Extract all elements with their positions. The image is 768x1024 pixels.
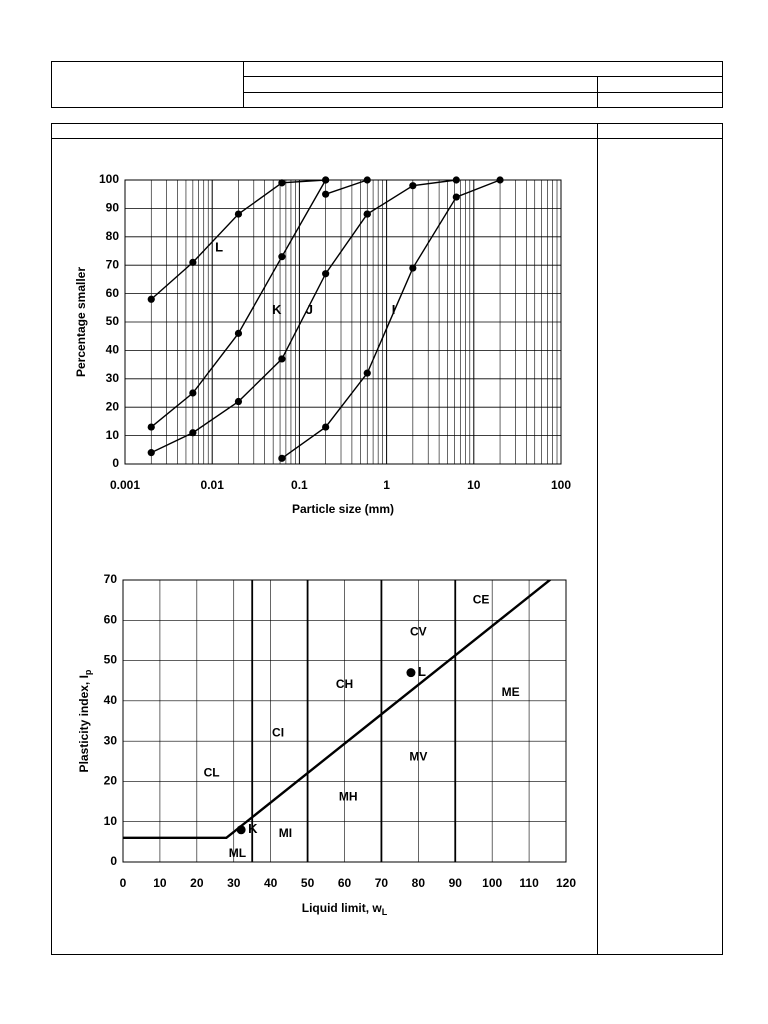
data-point-k	[148, 423, 155, 430]
series-connector-line	[326, 180, 368, 194]
data-point-k	[322, 176, 329, 183]
x-tick-label: 40	[263, 876, 278, 891]
y-tick-label: 10	[105, 427, 119, 442]
x-tick-label: 0.1	[291, 478, 308, 493]
x-tick-label: 1	[383, 478, 390, 493]
x-tick-label: 80	[411, 876, 426, 891]
y-tick-label: 80	[105, 228, 119, 243]
x-tick-label: 120	[555, 876, 577, 891]
x-tick-label: 0.001	[109, 478, 141, 493]
y-tick-label: 70	[103, 572, 117, 587]
x-tick-label: 20	[190, 876, 204, 891]
zone-label-cv: CV	[409, 624, 427, 639]
series-line-i	[282, 180, 500, 458]
series-label-l: L	[215, 239, 224, 255]
data-point-i	[278, 455, 285, 462]
data-point-l	[406, 668, 415, 677]
data-point-label-l: L	[417, 664, 426, 680]
data-point-i	[496, 176, 503, 183]
data-point-k	[235, 330, 242, 337]
y-tick-label: 40	[103, 693, 117, 708]
data-point-l	[235, 210, 242, 217]
y-tick-label: 0	[110, 854, 117, 869]
zone-label-cl: CL	[203, 765, 220, 780]
data-point-j	[148, 449, 155, 456]
x-tick-label: 0	[119, 876, 127, 891]
y-axis-label-text: Plasticity index, I	[77, 675, 91, 773]
y-tick-label: 30	[103, 733, 117, 748]
data-point-i	[409, 264, 416, 271]
data-point-l	[148, 296, 155, 303]
data-point-j	[322, 270, 329, 277]
data-point	[322, 191, 329, 198]
y-tick-label: 100	[98, 172, 119, 187]
x-tick-label: 100	[550, 478, 572, 493]
series-label-i: I	[391, 302, 396, 318]
data-point-j	[364, 210, 371, 217]
zone-label-ce: CE	[472, 592, 490, 607]
data-point-i	[364, 370, 371, 377]
y-tick-label: 60	[105, 285, 119, 300]
zone-label-ci: CI	[272, 725, 285, 740]
y-tick-label: 60	[103, 612, 117, 627]
series-line-j	[151, 214, 367, 453]
data-point-k	[237, 825, 246, 834]
x-tick-label: 100	[482, 876, 503, 891]
series-label-k: K	[272, 302, 282, 318]
y-tick-label: 0	[112, 456, 119, 471]
y-axis-label-subscript: p	[83, 669, 93, 676]
data-point-label-k: K	[248, 821, 258, 837]
zone-label-ml: ML	[228, 846, 247, 861]
data-point-l	[189, 259, 196, 266]
y-axis-label: Percentage smaller	[74, 266, 89, 378]
zone-label-mv: MV	[409, 749, 428, 764]
y-tick-label: 40	[105, 342, 119, 357]
x-tick-label: 60	[337, 876, 352, 891]
data-point-j	[189, 429, 196, 436]
x-tick-label: 30	[227, 876, 241, 891]
y-tick-label: 50	[105, 314, 119, 329]
x-axis-label	[302, 901, 388, 917]
x-tick-label: 0.01	[200, 478, 224, 493]
data-point-j	[235, 398, 242, 405]
x-axis-label: Particle size (mm)	[291, 502, 395, 517]
data-point	[409, 182, 416, 189]
x-tick-label: 10	[467, 478, 481, 493]
y-tick-label: 50	[103, 652, 117, 667]
zone-label-me: ME	[501, 684, 520, 699]
data-point-k	[189, 389, 196, 396]
x-tick-label: 50	[300, 876, 315, 891]
y-tick-label: 20	[103, 773, 117, 788]
x-tick-label: 70	[374, 876, 389, 891]
y-tick-label: 30	[105, 370, 119, 385]
data-point	[453, 176, 460, 183]
x-tick-label: 10	[153, 876, 167, 891]
data-point	[364, 176, 371, 183]
y-tick-label: 10	[103, 813, 117, 828]
zone-label-ch: CH	[335, 676, 354, 691]
y-tick-label: 90	[105, 200, 119, 215]
zone-label-mi: MI	[278, 825, 293, 840]
x-tick-label: 110	[519, 876, 539, 891]
data-point-i	[453, 193, 460, 200]
y-tick-label: 70	[105, 257, 119, 272]
data-point-l	[278, 179, 285, 186]
y-axis-label	[77, 669, 93, 772]
x-tick-label: 90	[448, 876, 462, 891]
plasticity-chart	[0, 540, 768, 960]
x-axis-label-text: Liquid limit, w	[301, 901, 382, 915]
x-axis-label-subscript: L	[381, 907, 388, 917]
zone-label-mh: MH	[338, 789, 358, 804]
y-tick-label: 20	[105, 399, 119, 414]
data-point-i	[322, 423, 329, 430]
data-point-k	[278, 253, 285, 260]
series-label-j: J	[305, 302, 313, 318]
data-point-j	[278, 355, 285, 362]
